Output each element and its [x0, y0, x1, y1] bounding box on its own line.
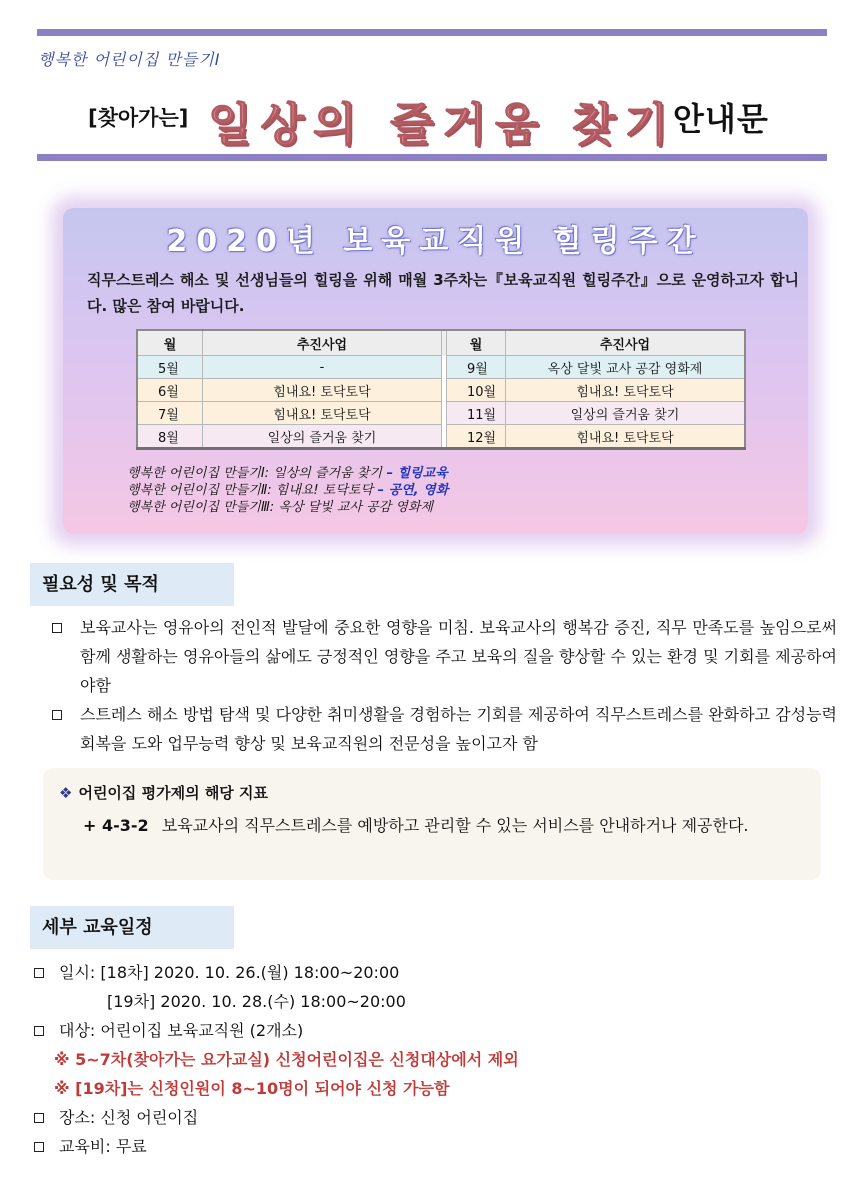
callout-heading: ❖ 어린이집 평가제의 해당 지표: [59, 784, 269, 802]
table-cell: 10월: [447, 379, 506, 402]
title-main: 일상의 즐거움 찾기: [208, 98, 678, 151]
section-schedule-heading: 세부 교육일정: [30, 906, 234, 949]
checkbox-bullet-icon: [34, 1142, 44, 1152]
table-header-row: [137, 330, 745, 356]
table-row: [137, 402, 745, 425]
purpose-list: [47, 613, 837, 758]
header-subtitle: 행복한 어린이집 만들기Ⅰ: [38, 50, 221, 69]
list-item: 대상: 어린이집 보육교직원 (2개소): [32, 1016, 519, 1045]
top-rule: [37, 29, 827, 36]
checkbox-bullet-icon: [52, 710, 62, 720]
table-cell: 힘내요! 토닥토닥: [203, 379, 442, 402]
healing-week-panel: [63, 208, 808, 534]
monthly-schedule-table: [136, 329, 746, 450]
checkbox-bullet-icon: [52, 623, 62, 633]
indicator-text: 보육교사의 직무스트레스를 예방하고 관리할 수 있는 서비스를 안내하거나 제공한다.: [161, 816, 749, 835]
table-cell: 힘내요! 토닥토닥: [506, 379, 746, 402]
table-header-cell: 추진사업: [506, 330, 746, 356]
evaluation-indicator-box: [43, 768, 821, 880]
table-header-cell: 추진사업: [203, 330, 442, 356]
checkbox-bullet-icon: [34, 968, 44, 978]
note-line: 행복한 어린이집 만들기Ⅱ: 힘내요! 토닥토닥 – 공연, 영화: [127, 483, 449, 498]
table-cell: 11월: [447, 402, 506, 425]
title-prefix: [찾아가는]: [88, 106, 189, 130]
section-purpose-heading: 필요성 및 목적: [30, 563, 234, 606]
table-row: [137, 379, 745, 402]
table-cell: 7월: [137, 402, 203, 425]
list-item: 교육비: 무료: [32, 1132, 519, 1161]
healing-description: 직무스트레스 해소 및 선생님들의 힐링을 위해 매월 3주차는『보육교직원 힐링주간』으로 운영하고자 합니다. 많은 참여 바랍니다.: [87, 271, 799, 315]
checkbox-bullet-icon: [34, 1026, 44, 1036]
table-row: [137, 425, 745, 449]
list-item: 장소: 신청 어린이집: [32, 1103, 519, 1132]
schedule-list: [32, 958, 519, 1161]
title-suffix: 안내문: [673, 100, 769, 138]
indicator-code: + 4-3-2: [83, 816, 149, 835]
note-line: 행복한 어린이집 만들기Ⅰ: 일상의 즐거움 찾기 – 힐링교육: [127, 466, 448, 481]
table-cell: 9월: [447, 356, 506, 379]
table-cell: 옥상 달빛 교사 공감 영화제: [506, 356, 746, 379]
table-cell: 12월: [447, 425, 506, 449]
table-cell: 일상의 즐거움 찾기: [203, 425, 442, 449]
table-header-cell: 월: [447, 330, 506, 356]
healing-title: 2020년 보육교직원 힐링주간: [166, 224, 705, 259]
list-item: 스트레스 해소 방법 탐색 및 다양한 취미생활을 경험하는 기회를 제공하여 직무스트레스를 완화하고 감성능력회복을 도와 업무능력 향상 및 보육교직원의 전문성을 높이고자 함: [47, 700, 837, 758]
table-cell: 6월: [137, 379, 203, 402]
program-notes: [127, 465, 448, 516]
table-cell: 일상의 즐거움 찾기: [506, 402, 746, 425]
list-item: 일시: [18차] 2020. 10. 26.(월) 18:00~20:00: [32, 958, 519, 987]
table-header-cell: 월: [137, 330, 203, 356]
bottom-rule: [37, 154, 827, 161]
table-cell: 힘내요! 토닥토닥: [506, 425, 746, 449]
page-title: [0, 90, 865, 151]
warning-note: ※ [19차]는 신청인원이 8~10명이 되어야 신청 가능함: [54, 1079, 450, 1098]
diamond-bullet-icon: ❖: [59, 784, 73, 802]
table-cell: 8월: [137, 425, 203, 449]
table-cell: 힘내요! 토닥토닥: [203, 402, 442, 425]
table-cell: 5월: [137, 356, 203, 379]
list-item: 보육교사는 영유아의 전인적 발달에 중요한 영향을 미침. 보육교사의 행복감 증진, 직무 만족도를 높임으로써 함께 생활하는 영유아들의 삶에도 긍정적인 영향을 주고 보육의 질을 향상할 수 있는 환경 및 기회를 제공하여야함: [47, 613, 837, 700]
warning-note: ※ 5~7차(찾아가는 요가교실) 신청어린이집은 신청대상에서 제외: [54, 1050, 519, 1069]
note-line: 행복한 어린이집 만들기Ⅲ: 옥상 달빛 교사 공감 영화제: [127, 500, 433, 515]
table-cell: -: [203, 356, 442, 379]
callout-body: [83, 812, 803, 840]
checkbox-bullet-icon: [34, 1113, 44, 1123]
list-item: [19차] 2020. 10. 28.(수) 18:00~20:00: [107, 992, 406, 1011]
table-row: [137, 356, 745, 379]
